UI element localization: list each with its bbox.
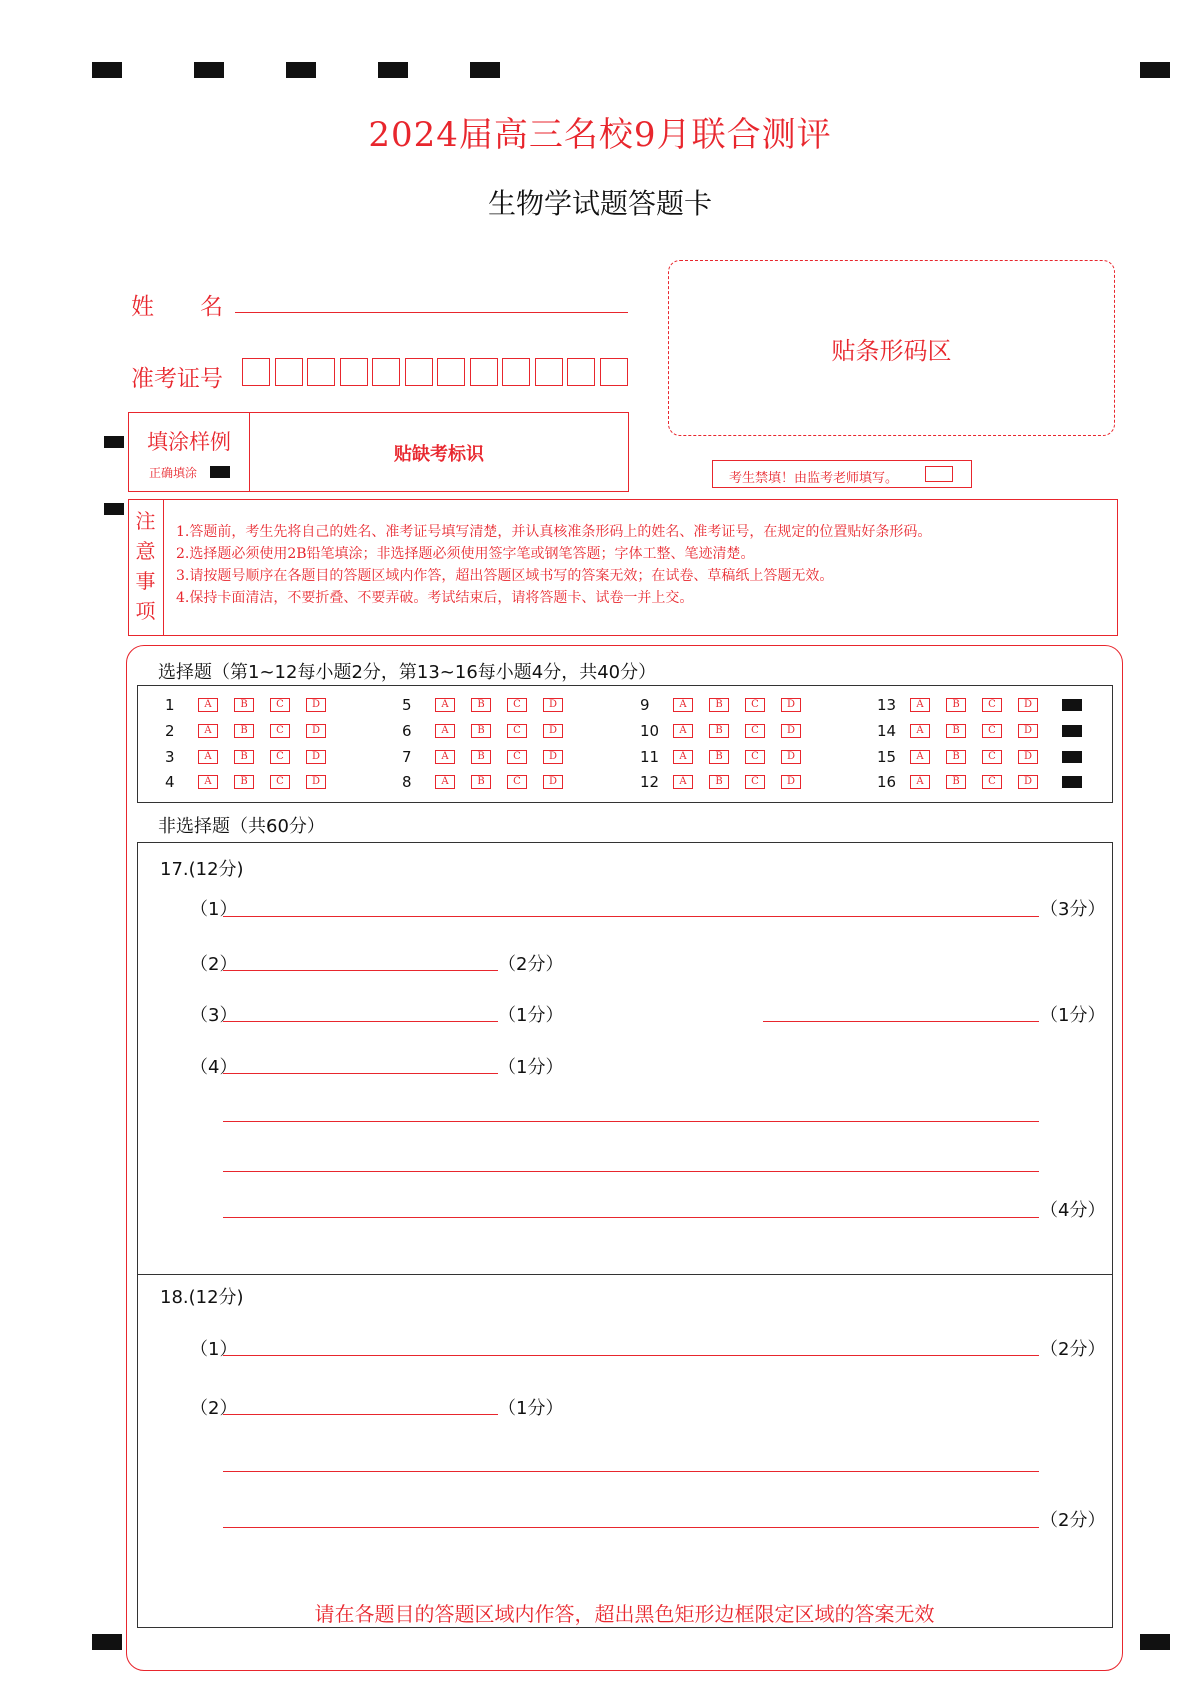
choice-section-title: 选择题（第1~12每小题2分，第13~16每小题4分，共40分） — [158, 662, 657, 683]
timing-mark — [104, 436, 124, 448]
name-field[interactable] — [235, 312, 628, 313]
q17-part4-line-c[interactable] — [223, 1171, 1039, 1172]
q18-part1-label: （1） — [190, 1339, 238, 1360]
answer-bubble[interactable]: B — [946, 698, 966, 712]
answer-bubble[interactable]: D — [1018, 750, 1038, 764]
answer-bubble[interactable]: C — [507, 775, 527, 789]
answer-bubble[interactable]: C — [745, 698, 765, 712]
q18-part1-line[interactable] — [223, 1355, 1039, 1356]
name-label: 姓 名 — [131, 294, 223, 320]
answer-bubble[interactable]: B — [709, 775, 729, 789]
answer-bubble[interactable]: D — [306, 698, 326, 712]
id-digit-box[interactable] — [600, 358, 628, 386]
proctor-box — [712, 460, 972, 488]
correct-fill-label: 正确填涂 — [149, 466, 198, 480]
choice-question-number: 11 — [640, 748, 660, 766]
q17-part4-score-b: （4分） — [1040, 1200, 1106, 1221]
choice-question-number: 1 — [165, 696, 175, 714]
answer-bubble[interactable]: C — [982, 750, 1002, 764]
answer-bubble[interactable]: C — [270, 724, 290, 738]
q17-part1-label: （1） — [190, 899, 238, 920]
answer-bubble[interactable]: D — [306, 775, 326, 789]
answer-bubble[interactable]: C — [507, 724, 527, 738]
subject-title: 生物学试题答题卡 — [487, 187, 712, 220]
choice-question-number: 5 — [402, 696, 412, 714]
q17-box — [137, 842, 1113, 1275]
q17-part1-line[interactable] — [223, 916, 1039, 917]
timing-mark — [92, 1634, 122, 1650]
id-digit-box[interactable] — [502, 358, 530, 386]
answer-bubble[interactable]: C — [270, 750, 290, 764]
choice-question-number: 13 — [877, 696, 897, 714]
row-timing-mark — [1062, 776, 1082, 788]
row-timing-mark — [1062, 751, 1082, 763]
answer-bubble[interactable]: B — [234, 750, 254, 764]
timing-mark — [104, 503, 124, 515]
answer-bubble[interactable]: C — [507, 750, 527, 764]
choice-question-number: 15 — [877, 748, 897, 766]
q18-part2-score-b: （2分） — [1040, 1510, 1106, 1531]
notice-title-char: 意 — [135, 539, 156, 563]
answer-bubble[interactable]: D — [781, 724, 801, 738]
answer-bubble[interactable]: C — [507, 698, 527, 712]
q17-part2-line[interactable] — [223, 970, 498, 971]
choice-question-number: 2 — [165, 722, 175, 740]
answer-bubble[interactable]: A — [198, 698, 218, 712]
answer-bubble[interactable]: D — [306, 724, 326, 738]
id-digit-box[interactable] — [405, 358, 433, 386]
answer-bubble[interactable]: D — [1018, 698, 1038, 712]
timing-mark — [92, 62, 122, 78]
notice-title — [128, 506, 163, 626]
q17-part4-line-a[interactable] — [223, 1073, 498, 1074]
answer-bubble[interactable]: C — [745, 724, 765, 738]
answer-bubble[interactable]: D — [1018, 775, 1038, 789]
id-digit-box[interactable] — [437, 358, 465, 386]
answer-bubble[interactable]: D — [543, 775, 563, 789]
q17-part4-label: （4） — [190, 1057, 238, 1078]
answer-bubble[interactable]: A — [910, 775, 930, 789]
timing-mark — [1140, 1634, 1170, 1650]
answer-bubble[interactable]: A — [198, 775, 218, 789]
answer-bubble[interactable]: B — [234, 775, 254, 789]
divider — [163, 499, 164, 636]
choice-question-number: 14 — [877, 722, 897, 740]
answer-bubble[interactable]: A — [673, 750, 693, 764]
exam-title: 2024届高三名校9月联合测评 — [368, 115, 832, 155]
timing-mark — [286, 62, 316, 78]
answer-bubble[interactable]: A — [435, 750, 455, 764]
notice-title-char: 事 — [135, 569, 156, 593]
q17-title: 17.(12分) — [160, 859, 244, 880]
answer-bubble[interactable]: B — [471, 698, 491, 712]
q17-part3-line-b[interactable] — [763, 1021, 1039, 1022]
answer-bubble[interactable]: A — [435, 698, 455, 712]
answer-bubble[interactable]: B — [471, 750, 491, 764]
q17-part2-score: （2分） — [498, 954, 564, 975]
q17-part3-score-b: （1分） — [1040, 1005, 1106, 1026]
choice-question-number: 4 — [165, 773, 175, 791]
q18-part2-label: （2） — [190, 1398, 238, 1419]
timing-mark — [194, 62, 224, 78]
choice-question-number: 12 — [640, 773, 660, 791]
answer-bubble[interactable]: C — [270, 775, 290, 789]
choice-question-number: 7 — [402, 748, 412, 766]
answer-bubble[interactable]: D — [1018, 724, 1038, 738]
q18-part1-score: （2分） — [1040, 1339, 1106, 1360]
answer-bubble[interactable]: C — [982, 775, 1002, 789]
answer-bubble[interactable]: A — [673, 775, 693, 789]
answer-bubble[interactable]: D — [781, 750, 801, 764]
notice-title-char: 项 — [135, 599, 156, 623]
id-digit-box[interactable] — [470, 358, 498, 386]
answer-bubble[interactable]: A — [198, 750, 218, 764]
answer-bubble[interactable]: D — [543, 724, 563, 738]
answer-bubble[interactable]: A — [910, 724, 930, 738]
notice-item: 4.保持卡面清洁，不要折叠、不要弄破。考试结束后，请将答题卡、试卷一并上交。 — [176, 590, 694, 606]
proctor-checkbox[interactable] — [925, 466, 953, 482]
answer-bubble[interactable]: D — [543, 750, 563, 764]
nonchoice-section-title: 非选择题（共60分） — [158, 816, 325, 837]
choice-question-number: 6 — [402, 722, 412, 740]
answer-bubble[interactable]: B — [709, 698, 729, 712]
q17-part3-score-a: （1分） — [498, 1005, 564, 1026]
q17-part4-line-b[interactable] — [223, 1121, 1039, 1122]
answer-bubble[interactable]: A — [673, 724, 693, 738]
answer-bubble[interactable]: B — [709, 750, 729, 764]
notice-title-char: 注 — [135, 509, 156, 533]
q18-box — [137, 1274, 1113, 1628]
answer-bubble[interactable]: B — [946, 775, 966, 789]
q17-part2-label: （2） — [190, 954, 238, 975]
answer-bubble[interactable]: A — [198, 724, 218, 738]
answer-bubble[interactable]: D — [306, 750, 326, 764]
id-digit-box[interactable] — [535, 358, 563, 386]
id-digit-box[interactable] — [307, 358, 335, 386]
q17-part3-line-a[interactable] — [223, 1021, 498, 1022]
barcode-area-label: 贴条形码区 — [831, 336, 952, 365]
missing-exam-label: 贴缺考标识 — [394, 444, 484, 465]
q18-part2-line-b[interactable] — [223, 1471, 1039, 1472]
answer-bubble[interactable]: B — [471, 775, 491, 789]
answer-bubble[interactable]: C — [982, 698, 1002, 712]
answer-bubble[interactable]: C — [745, 775, 765, 789]
q17-part4-line-d[interactable] — [223, 1217, 1039, 1218]
answer-bubble[interactable]: C — [982, 724, 1002, 738]
correct-fill-mark — [210, 466, 230, 478]
answer-bubble[interactable]: D — [781, 775, 801, 789]
q17-part3-label: （3） — [190, 1005, 238, 1026]
notice-list — [176, 521, 1111, 609]
answer-bubble[interactable]: B — [234, 698, 254, 712]
proctor-note: 考生禁填！由监考老师填写。 — [729, 471, 899, 486]
notice-item: 3.请按题号顺序在各题目的答题区域内作答，超出答题区域书写的答案无效；在试卷、草稿纸上答题无效。 — [176, 568, 834, 584]
answer-bubble[interactable]: C — [745, 750, 765, 764]
barcode-area — [668, 260, 1115, 436]
answer-bubble[interactable]: C — [270, 698, 290, 712]
timing-mark — [378, 62, 408, 78]
choice-question-number: 8 — [402, 773, 412, 791]
choice-question-number: 3 — [165, 748, 175, 766]
id-digit-box[interactable] — [567, 358, 595, 386]
choice-question-number: 9 — [640, 696, 650, 714]
answer-bubble[interactable]: B — [946, 724, 966, 738]
choice-question-number: 10 — [640, 722, 660, 740]
answer-bubble[interactable]: D — [543, 698, 563, 712]
notice-item: 2.选择题必须使用2B铅笔填涂；非选择题必须使用签字笔或钢笔答题；字体工整、笔迹清楚。 — [176, 546, 755, 562]
q18-part2-line-a[interactable] — [223, 1414, 498, 1415]
notice-item: 1.答题前，考生先将自己的姓名、准考证号填写清楚，并认真核准条形码上的姓名、准考证号，在规定的位置贴好条形码。 — [176, 524, 932, 540]
q18-part2-score-a: （1分） — [498, 1398, 564, 1419]
answer-bubble[interactable]: A — [435, 775, 455, 789]
answer-bubble[interactable]: B — [709, 724, 729, 738]
answer-bubble[interactable]: B — [471, 724, 491, 738]
row-timing-mark — [1062, 725, 1082, 737]
timing-mark — [1140, 62, 1170, 78]
answer-bubble[interactable]: B — [234, 724, 254, 738]
q17-part1-score: （3分） — [1040, 899, 1106, 920]
q18-part2-line-c[interactable] — [223, 1527, 1039, 1528]
q18-title: 18.(12分) — [160, 1287, 244, 1308]
answer-bubble[interactable]: D — [781, 698, 801, 712]
answer-bubble[interactable]: A — [673, 698, 693, 712]
answer-bubble[interactable]: B — [946, 750, 966, 764]
timing-mark — [470, 62, 500, 78]
answer-bubble[interactable]: A — [910, 698, 930, 712]
id-digit-box[interactable] — [275, 358, 303, 386]
fill-sample-label: 填涂样例 — [147, 430, 231, 454]
choice-question-number: 16 — [877, 773, 897, 791]
id-digit-box[interactable] — [242, 358, 270, 386]
q17-part4-score-a: （1分） — [498, 1057, 564, 1078]
id-digit-box[interactable] — [340, 358, 368, 386]
row-timing-mark — [1062, 699, 1082, 711]
footer-warning: 请在各题目的答题区域内作答，超出黑色矩形边框限定区域的答案无效 — [314, 1602, 935, 1626]
id-digit-box[interactable] — [372, 358, 400, 386]
answer-bubble[interactable]: A — [910, 750, 930, 764]
answer-bubble[interactable]: A — [435, 724, 455, 738]
exam-id-label: 准考证号 — [131, 366, 223, 392]
